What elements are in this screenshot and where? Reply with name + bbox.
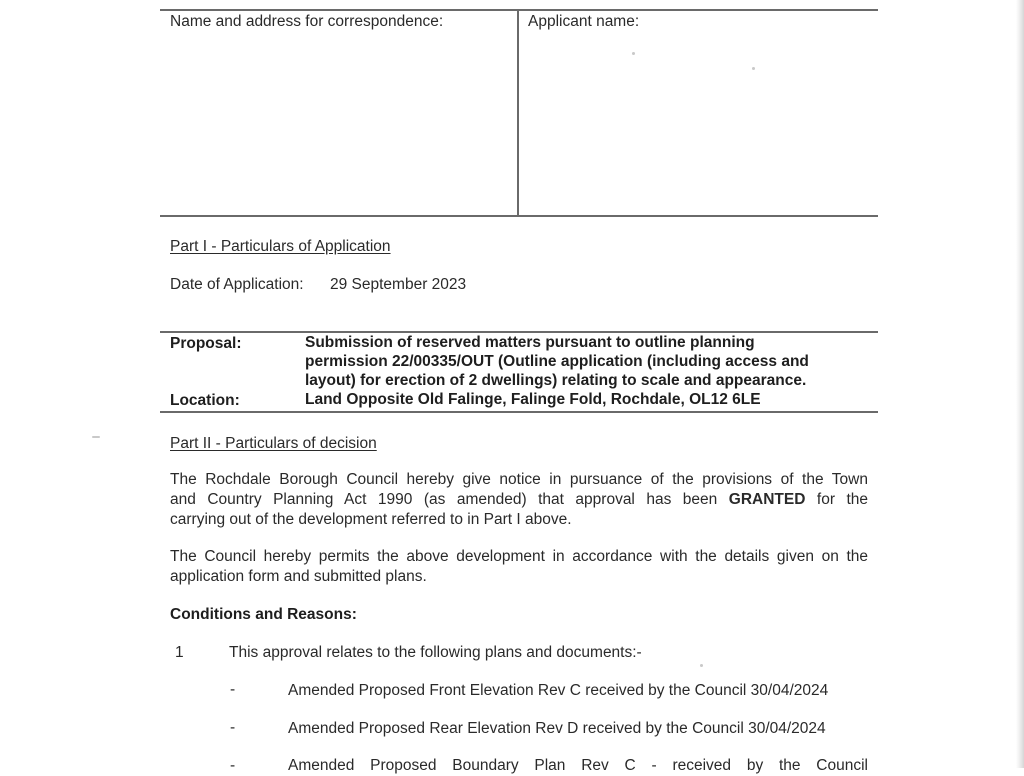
plan-item: Amended Proposed Rear Elevation Rev D received by the Council 30/04/2024 [288, 720, 826, 737]
item-dash: - [230, 681, 236, 698]
proposal-label: Proposal: [170, 335, 242, 352]
correspondence-label: Name and address for correspondence: [170, 13, 444, 30]
notice-paragraph [170, 470, 868, 530]
notice-line [170, 490, 868, 510]
notice-line-part: and Country Planning Act 1990 (as amended) that approval has been [170, 491, 718, 508]
item-dash: - [230, 719, 236, 736]
notice-line: carrying out of the development referred to in Part I above. [170, 511, 572, 528]
table-top-border [160, 9, 878, 11]
permit-paragraph [170, 547, 868, 587]
plan-item: Amended Proposed Front Elevation Rev C received by the Council 30/04/2024 [288, 682, 829, 699]
permit-line: The Council hereby permits the above development in accordance with the details given on the [170, 548, 868, 565]
page-edge-shadow [1016, 0, 1024, 768]
notice-line: The Rochdale Borough Council hereby give notice in pursuance of the provisions of the Town [170, 471, 868, 488]
part2-heading: Part II - Particulars of decision [170, 435, 377, 452]
proposal-line: permission 22/00335/OUT (Outline application (including access and [305, 353, 809, 370]
location-label: Location: [170, 392, 240, 409]
plan-item [288, 756, 868, 776]
part1-heading: Part I - Particulars of Application [170, 238, 391, 255]
scan-speck [632, 52, 635, 55]
item-dash: - [230, 757, 236, 774]
table-divider [517, 9, 519, 216]
conditions-heading: Conditions and Reasons: [170, 606, 357, 623]
proposal-line: layout) for erection of 2 dwellings) relating to scale and appearance. [305, 372, 807, 389]
table-bottom-border [160, 215, 878, 217]
date-of-application-label: Date of Application: [170, 276, 304, 293]
proposal-bottom-border [160, 411, 878, 413]
notice-line-part: for the [816, 491, 869, 508]
scan-speck [92, 436, 100, 438]
condition-number: 1 [175, 644, 184, 661]
date-of-application-value: 29 September 2023 [330, 276, 467, 293]
condition-text: This approval relates to the following plans and documents:- [229, 644, 642, 661]
granted-text: GRANTED [728, 491, 806, 508]
plan-item-line: Amended Proposed Boundary Plan Rev C - received by the Council [288, 757, 868, 774]
permit-line: application form and submitted plans. [170, 568, 427, 585]
proposal-line: Submission of reserved matters pursuant to outline planning [305, 334, 755, 351]
scan-speck [752, 67, 755, 70]
applicant-label: Applicant name: [528, 13, 640, 30]
scan-speck [700, 664, 703, 667]
location-value: Land Opposite Old Falinge, Falinge Fold, Rochdale, OL12 6LE [305, 391, 761, 408]
